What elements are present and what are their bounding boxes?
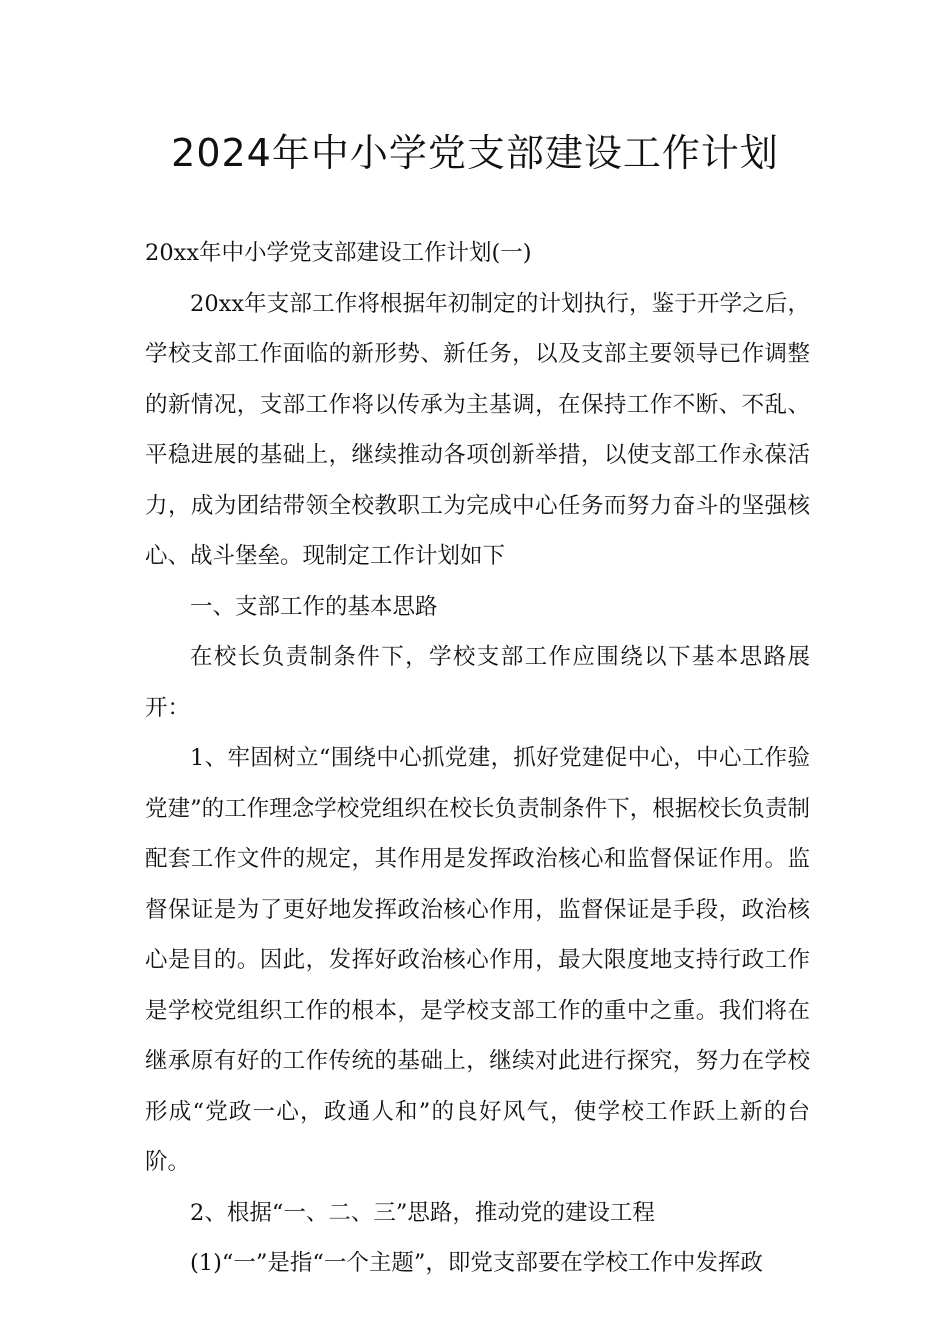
body-paragraph: 20xx年支部工作将根据年初制定的计划执行，鉴于开学之后，学校支部工作面临的新形势、新任务，以及支部主要领导已作调整的新情况，支部工作将以传承为主基调，在保持工作不断、不乱、平稳进展的基础上，继续推动各项创新举措，以使支部工作永葆活力，成为团结带领全校教职工为完成中心任务而努力奋斗的坚强核心、战斗堡垒。现制定工作计划如下 (145, 290, 810, 569)
section-subheading: 一、支部工作的基本思路 (190, 593, 438, 620)
body-paragraph: 在校长负责制条件下，学校支部工作应围绕以下基本思路展开： (145, 644, 810, 721)
document-title: 2024年中小学党支部建设工作计划 (171, 131, 779, 175)
body-paragraph: (1)“一”是指“一个主题”，即党支部要在学校工作中发挥政 (190, 1250, 763, 1276)
document-body (145, 228, 810, 1289)
body-paragraph: 2、根据“一、二、三”思路，推动党的建设工程 (190, 1199, 655, 1226)
body-paragraph: 1、牢固树立“围绕中心抓党建，抓好党建促中心，中心工作验党建”的工作理念学校党组织在校长负责制条件下，根据校长负责制配套工作文件的规定，其作用是发挥政治核心和监督保证作用。监督保证是为了更好地发挥政治核心作用，监督保证是手段，政治核心是目的。因此，发挥好政治核心作用，最大限度地支持行政工作是学校党组织工作的根本，是学校支部工作的重中之重。我们将在继承原有好的工作传统的基础上，继续对此进行探究，努力在学校形成“党政一心，政通人和”的良好风气，使学校工作跃上新的台阶。 (145, 745, 810, 1175)
section-heading: 20xx年中小学党支部建设工作计划(一) (145, 240, 532, 266)
